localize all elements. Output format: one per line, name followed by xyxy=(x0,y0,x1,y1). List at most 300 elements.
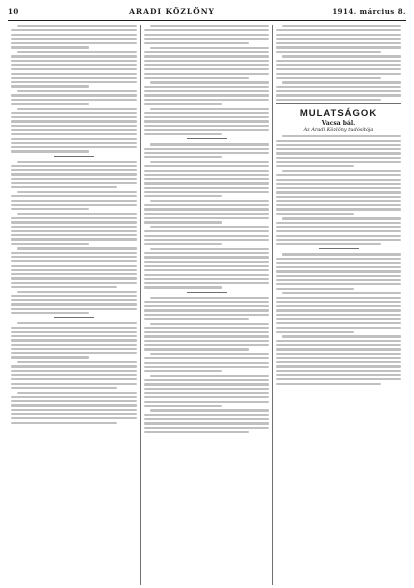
text-line xyxy=(276,68,401,70)
article-paragraph xyxy=(144,353,269,372)
text-line xyxy=(11,356,89,358)
paragraph-lines xyxy=(11,291,137,315)
paragraph-lines xyxy=(144,409,269,433)
text-line xyxy=(11,226,137,228)
text-line xyxy=(276,374,401,376)
article-separator xyxy=(319,248,359,249)
text-line xyxy=(144,187,269,189)
text-line xyxy=(144,191,269,193)
article-paragraph xyxy=(276,335,401,384)
text-line xyxy=(11,150,89,152)
text-line xyxy=(144,103,222,105)
column-left xyxy=(8,25,140,585)
text-line xyxy=(144,73,269,75)
text-line xyxy=(11,365,137,367)
text-line xyxy=(144,414,269,416)
text-line xyxy=(150,81,269,83)
text-line xyxy=(276,196,401,198)
paragraph-lines xyxy=(144,323,269,351)
text-line xyxy=(144,335,269,337)
text-line xyxy=(11,195,137,197)
text-line xyxy=(11,282,137,284)
paragraph-lines xyxy=(276,25,401,53)
text-line xyxy=(11,417,137,419)
text-line xyxy=(11,344,137,346)
text-line xyxy=(276,208,401,210)
text-line xyxy=(11,42,137,44)
text-line xyxy=(11,38,137,40)
text-line xyxy=(144,125,269,127)
text-line xyxy=(276,297,401,299)
paragraph-lines xyxy=(11,25,137,49)
paragraph-lines xyxy=(144,353,269,372)
paragraph-lines xyxy=(11,247,137,288)
text-line xyxy=(11,217,137,219)
text-line xyxy=(276,222,401,224)
text-line xyxy=(144,77,249,79)
article-paragraph xyxy=(11,161,137,189)
text-line xyxy=(144,99,269,101)
text-line xyxy=(17,191,137,193)
section-subtitle: Vacsa bál. xyxy=(321,120,356,128)
text-line xyxy=(11,68,137,70)
text-line xyxy=(11,94,137,96)
text-line xyxy=(276,309,401,311)
article-paragraph xyxy=(11,247,137,288)
text-line xyxy=(276,301,401,303)
article-paragraph xyxy=(144,25,269,44)
text-line xyxy=(144,64,269,66)
article-separator xyxy=(187,138,227,139)
text-line xyxy=(282,135,401,137)
text-line xyxy=(17,291,137,293)
text-line xyxy=(144,278,269,280)
text-line xyxy=(144,282,269,284)
text-line xyxy=(144,90,269,92)
text-line xyxy=(150,108,269,110)
article-separator xyxy=(54,156,94,157)
text-line xyxy=(276,318,401,320)
text-line xyxy=(276,288,354,290)
text-line xyxy=(11,142,137,144)
text-line xyxy=(144,256,269,258)
paragraph-lines xyxy=(11,90,137,105)
text-line xyxy=(11,46,89,48)
entertainment-section-header xyxy=(276,108,401,133)
text-line xyxy=(11,299,137,301)
text-line xyxy=(276,348,401,350)
text-line xyxy=(11,404,137,406)
section-rule xyxy=(276,103,401,104)
text-line xyxy=(11,112,137,114)
text-line xyxy=(17,25,137,27)
text-line xyxy=(144,431,249,433)
text-line xyxy=(276,179,401,181)
text-line xyxy=(144,243,222,245)
text-line xyxy=(144,366,269,368)
text-line xyxy=(11,331,137,333)
text-line xyxy=(11,348,137,350)
text-line xyxy=(144,195,222,197)
text-line xyxy=(276,94,401,96)
paragraph-lines xyxy=(11,361,137,389)
article-paragraph xyxy=(276,55,401,79)
text-line xyxy=(276,152,401,154)
text-line xyxy=(11,204,137,206)
text-line xyxy=(144,301,269,303)
text-line xyxy=(144,42,249,44)
text-line xyxy=(11,200,137,202)
text-line xyxy=(276,357,401,359)
text-line xyxy=(144,379,269,381)
paragraph-lines xyxy=(276,292,401,333)
text-line xyxy=(11,77,137,79)
text-line xyxy=(144,208,269,210)
text-line xyxy=(276,279,401,281)
article-paragraph xyxy=(276,81,401,100)
text-line xyxy=(11,64,137,66)
text-line xyxy=(144,38,269,40)
paragraph-lines xyxy=(276,135,401,167)
text-line xyxy=(276,235,401,237)
text-line xyxy=(276,140,401,142)
text-line xyxy=(276,46,401,48)
text-line xyxy=(11,29,137,31)
text-line xyxy=(144,370,222,372)
text-line xyxy=(276,270,401,272)
text-line xyxy=(17,247,137,249)
article-paragraph xyxy=(144,297,269,321)
text-line xyxy=(11,396,137,398)
article-separator xyxy=(54,317,94,318)
text-line xyxy=(144,55,269,57)
text-line xyxy=(276,165,354,167)
article-paragraph xyxy=(276,135,401,167)
text-line xyxy=(11,260,137,262)
article-paragraph xyxy=(144,143,269,158)
text-line xyxy=(144,405,222,407)
article-paragraph xyxy=(144,81,269,105)
text-line xyxy=(276,148,401,150)
text-line xyxy=(276,73,401,75)
article-paragraph xyxy=(144,161,269,197)
text-line xyxy=(11,286,117,288)
text-line xyxy=(144,340,269,342)
column-middle xyxy=(140,25,272,585)
newspaper-title: ARADI KÖZLÖNY xyxy=(129,6,215,16)
text-line xyxy=(150,323,269,325)
text-line xyxy=(11,252,137,254)
text-line xyxy=(276,77,381,79)
paragraph-lines xyxy=(144,161,269,197)
text-line xyxy=(11,173,137,175)
text-line xyxy=(282,55,401,57)
text-line xyxy=(11,182,137,184)
text-line xyxy=(11,352,137,354)
text-line xyxy=(11,138,137,140)
text-line xyxy=(276,213,354,215)
text-line xyxy=(17,90,137,92)
text-line xyxy=(150,200,269,202)
text-line xyxy=(11,73,137,75)
text-line xyxy=(144,327,269,329)
column-right-bottom xyxy=(276,135,401,384)
text-line xyxy=(11,295,137,297)
text-line xyxy=(144,182,269,184)
text-line xyxy=(144,120,269,122)
text-line xyxy=(144,309,269,311)
column-right xyxy=(272,25,404,585)
text-line xyxy=(144,133,222,135)
paragraph-lines xyxy=(144,25,269,44)
paragraph-lines xyxy=(276,217,401,245)
text-line xyxy=(276,174,401,176)
text-line xyxy=(276,42,401,44)
text-line xyxy=(144,331,269,333)
text-line xyxy=(144,170,269,172)
text-line xyxy=(144,112,269,114)
text-line xyxy=(11,230,137,232)
text-line xyxy=(276,275,401,277)
text-line xyxy=(144,344,269,346)
text-line xyxy=(144,235,269,237)
text-line xyxy=(150,353,269,355)
text-line xyxy=(11,312,89,314)
text-line xyxy=(144,221,222,223)
text-line xyxy=(276,187,401,189)
text-line xyxy=(144,213,269,215)
article-paragraph xyxy=(144,226,269,245)
paragraph-lines xyxy=(11,392,137,424)
text-line xyxy=(144,357,269,359)
text-line xyxy=(11,120,137,122)
article-paragraph xyxy=(11,90,137,105)
text-line xyxy=(150,375,269,377)
section-byline: Az Aradi Közlöny tudósítója xyxy=(303,127,374,134)
text-line xyxy=(11,335,137,337)
text-line xyxy=(144,318,249,320)
text-line xyxy=(150,143,269,145)
text-line xyxy=(276,29,401,31)
text-line xyxy=(144,252,269,254)
text-line xyxy=(11,116,137,118)
text-line xyxy=(144,165,269,167)
article-paragraph xyxy=(276,292,401,333)
text-line xyxy=(144,392,269,394)
text-line xyxy=(11,383,137,385)
text-line xyxy=(276,191,401,193)
text-line xyxy=(144,116,269,118)
text-line xyxy=(276,226,401,228)
text-line xyxy=(282,292,401,294)
text-line xyxy=(11,221,137,223)
text-line xyxy=(17,51,137,53)
article-paragraph xyxy=(144,375,269,407)
text-line xyxy=(144,388,269,390)
text-line xyxy=(276,161,401,163)
text-line xyxy=(276,204,401,206)
article-paragraph xyxy=(11,25,137,49)
article-paragraph xyxy=(11,291,137,315)
paragraph-lines xyxy=(276,81,401,100)
text-line xyxy=(144,314,269,316)
text-line xyxy=(144,94,269,96)
text-line xyxy=(276,90,401,92)
article-paragraph xyxy=(11,191,137,210)
text-line xyxy=(11,234,137,236)
text-line xyxy=(144,86,269,88)
text-line xyxy=(282,25,401,27)
text-line xyxy=(11,133,137,135)
text-line xyxy=(144,29,269,31)
text-line xyxy=(276,243,381,245)
text-line xyxy=(276,353,401,355)
text-line xyxy=(11,165,137,167)
text-line xyxy=(11,387,117,389)
article-paragraph xyxy=(144,47,269,79)
paragraph-lines xyxy=(11,191,137,210)
text-line xyxy=(11,277,137,279)
text-line xyxy=(276,157,401,159)
text-line xyxy=(276,305,401,307)
text-line xyxy=(276,60,401,62)
paragraph-lines xyxy=(144,47,269,79)
text-line xyxy=(282,253,401,255)
text-line xyxy=(282,81,401,83)
text-line xyxy=(276,239,401,241)
text-line xyxy=(11,370,137,372)
text-line xyxy=(144,427,269,429)
text-line xyxy=(276,327,401,329)
text-line xyxy=(17,161,137,163)
text-line xyxy=(11,129,137,131)
paragraph-lines xyxy=(144,375,269,407)
text-line xyxy=(150,409,269,411)
article-paragraph xyxy=(144,409,269,433)
article-paragraph xyxy=(276,217,401,245)
text-line xyxy=(17,392,137,394)
text-line xyxy=(11,374,137,376)
text-line xyxy=(150,47,269,49)
text-line xyxy=(144,156,222,158)
text-line xyxy=(282,335,401,337)
text-line xyxy=(276,64,401,66)
text-line xyxy=(11,103,89,105)
text-line xyxy=(144,34,269,36)
text-line xyxy=(144,68,269,70)
text-line xyxy=(144,396,269,398)
text-line xyxy=(11,34,137,36)
text-line xyxy=(282,170,401,172)
paragraph-lines xyxy=(144,81,269,105)
text-line xyxy=(144,174,269,176)
text-line xyxy=(276,378,401,380)
text-line xyxy=(11,55,137,57)
text-line xyxy=(276,99,381,101)
text-line xyxy=(276,370,401,372)
text-line xyxy=(144,348,249,350)
text-line xyxy=(11,400,137,402)
text-line xyxy=(11,208,89,210)
paragraph-lines xyxy=(276,55,401,79)
text-line xyxy=(276,344,401,346)
text-line xyxy=(11,308,137,310)
issue-date: 1914. március 8. xyxy=(332,6,406,16)
article-paragraph xyxy=(276,253,401,289)
text-line xyxy=(144,239,269,241)
paragraph-lines xyxy=(144,108,269,136)
paragraph-lines xyxy=(11,161,137,189)
text-line xyxy=(11,238,137,240)
paragraph-lines xyxy=(144,226,269,245)
text-line xyxy=(276,51,381,53)
text-line xyxy=(11,256,137,258)
text-line xyxy=(11,378,137,380)
text-line xyxy=(17,322,137,324)
text-line xyxy=(144,51,269,53)
text-line xyxy=(11,169,137,171)
text-line xyxy=(11,413,137,415)
text-line xyxy=(144,274,269,276)
text-line xyxy=(144,230,269,232)
text-line xyxy=(276,283,401,285)
text-line xyxy=(144,362,269,364)
text-line xyxy=(276,200,401,202)
text-line xyxy=(144,418,269,420)
paragraph-lines xyxy=(276,335,401,384)
text-line xyxy=(276,365,401,367)
text-line xyxy=(11,146,137,148)
text-line xyxy=(276,258,401,260)
text-line xyxy=(276,331,354,333)
text-line xyxy=(144,178,269,180)
text-line xyxy=(144,129,269,131)
text-line xyxy=(276,383,381,385)
text-line xyxy=(17,108,137,110)
text-line xyxy=(17,213,137,215)
text-line xyxy=(11,85,89,87)
text-line xyxy=(276,361,401,363)
article-paragraph xyxy=(276,25,401,53)
text-line xyxy=(276,340,401,342)
text-line xyxy=(144,305,269,307)
paragraph-lines xyxy=(11,322,137,358)
text-line xyxy=(144,401,269,403)
text-line xyxy=(150,25,269,27)
text-line xyxy=(11,269,137,271)
article-paragraph xyxy=(144,200,269,224)
masthead xyxy=(8,4,406,21)
article-paragraph xyxy=(11,322,137,358)
paragraph-lines xyxy=(276,253,401,289)
text-line xyxy=(11,273,137,275)
text-line xyxy=(11,339,137,341)
text-line xyxy=(150,297,269,299)
text-line xyxy=(144,269,269,271)
article-paragraph xyxy=(144,323,269,351)
article-columns xyxy=(8,25,406,585)
column-right-top xyxy=(276,25,401,101)
text-line xyxy=(17,361,137,363)
text-line xyxy=(276,34,401,36)
article-paragraph xyxy=(144,248,269,289)
text-line xyxy=(144,422,269,424)
text-line xyxy=(276,262,401,264)
text-line xyxy=(11,99,137,101)
text-line xyxy=(144,148,269,150)
text-line xyxy=(11,303,137,305)
text-line xyxy=(144,204,269,206)
